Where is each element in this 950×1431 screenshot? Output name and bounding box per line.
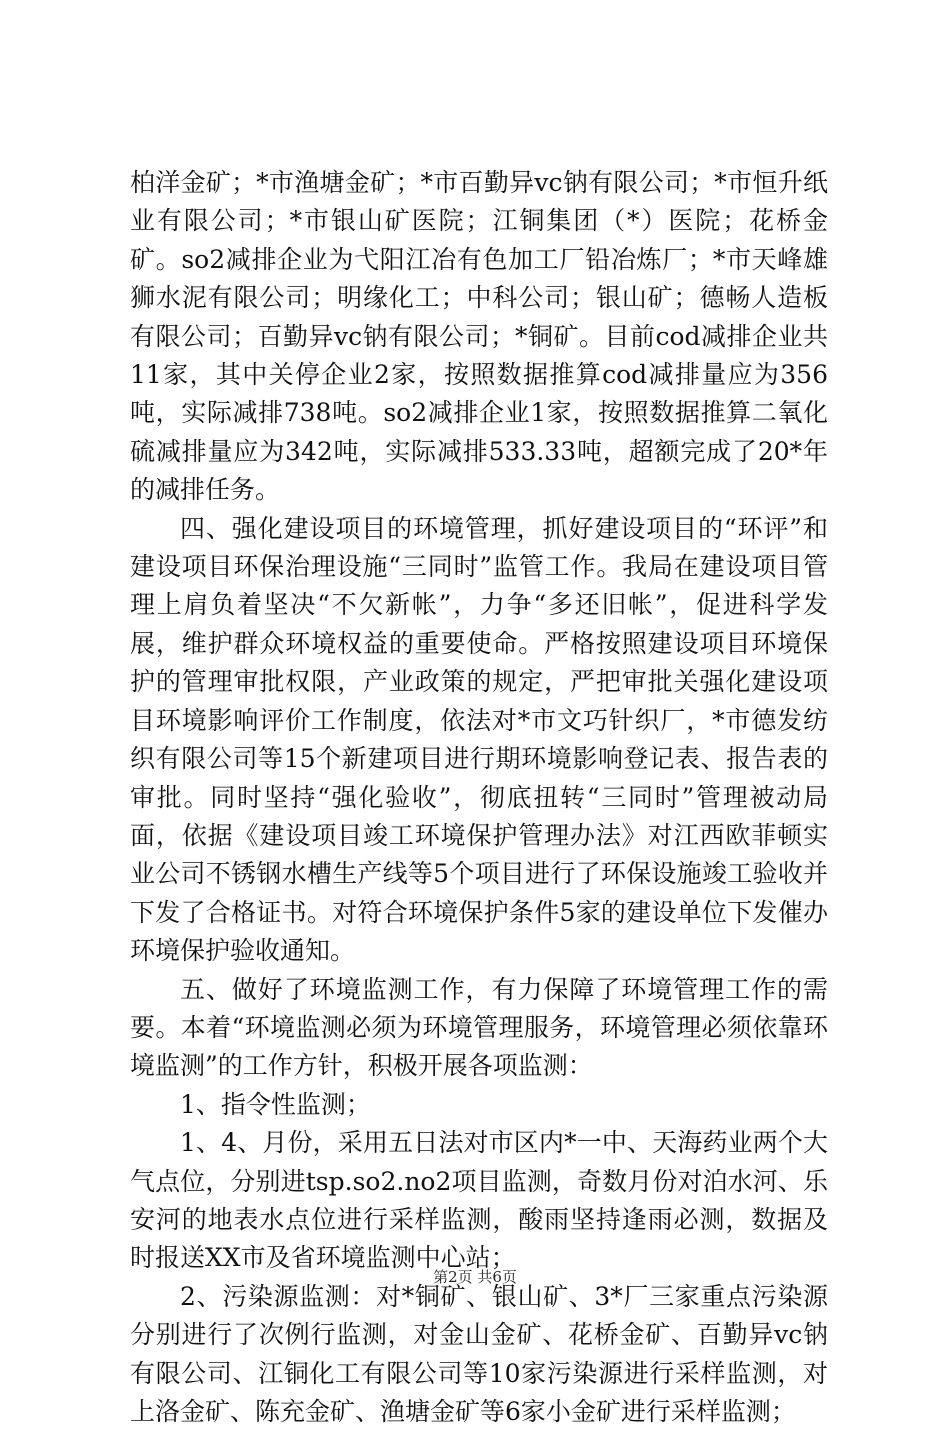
paragraph-directive-monitoring: 1、4、月份，采用五日法对市区内*一中、天海药业两个大气点位，分别进tsp.so2.no2项目监测，奇数月份对泊水河、乐安河的地表水点位进行采样监测，酸雨坚持逢雨必测，数据及时报送XX市及省环境监测中心站；	[130, 1128, 828, 1273]
page-footer: 第2页 共6页	[433, 1268, 517, 1286]
paragraph-section-four: 四、强化建设项目的环境管理，抓好建设项目的“环评”和建设项目环保治理设施“三同时”监管工作。我局在建设项目管理上肩负着坚决“不欠新帐”，力争“多还旧帐”，促进科学发展，维护群众环境权益的重要使命。严格按照建设项目环境保护的管理审批权限，产业政策的规定，严把审批关强化建设项目环境影响评价工作制度，依法对*市文巧针织厂，*市德发纺织有限公司等15个新建项目进行期环境影响登记表、报告表的审批。同时坚持“强化验收”，彻底扭转“三同时”管理被动局面，依据《建设项目竣工环境保护管理办法》对江西欧菲顿实业公司不锈钢水槽生产线等5个项目进行了环保设施竣工验收并下发了合格证书。对符合环境保护条件5家的建设单位下发催办环境保护验收通知。	[130, 513, 828, 966]
paragraph-directive-monitoring-heading: 1、指令性监测；	[180, 1089, 371, 1119]
document-body	[130, 164, 828, 1431]
paragraph-section-five: 五、做好了环境监测工作，有力保障了环境管理工作的需要。本着“环境监测必须为环境管理服务，环境管理必须依靠环境监测”的工作方针，积极开展各项监测：	[130, 974, 828, 1081]
paragraph-pollution-source-monitoring: 2、污染源监测：对*铜矿、银山矿、3*厂三家重点污染源分别进行了次例行监测，对金山金矿、花桥金矿、百勤异vc钠有限公司、江铜化工有限公司等10家污染源进行采样监测，对上洛金矿、陈充金矿、渔塘金矿等6家小金矿进行采样监测；	[130, 1281, 828, 1426]
paragraph-continuation: 柏洋金矿；*市渔塘金矿；*市百勤异vc钠有限公司；*市恒升纸业有限公司；*市银山矿医院；江铜集团（*）医院；花桥金矿。so2减排企业为弋阳江冶有色加工厂铅冶炼厂；*市天峰雄狮水泥有限公司；明缘化工；中科公司；银山矿；德畅人造板有限公司；百勤异vc钠有限公司；*铜矿。目前cod减排企业共11家，其中关停企业2家，按照数据推算cod减排量应为356吨，实际减排738吨。so2减排企业1家，按照数据推算二氧化硫减排量应为342吨，实际减排533.33吨，超额完成了20*年的减排任务。	[130, 168, 828, 505]
